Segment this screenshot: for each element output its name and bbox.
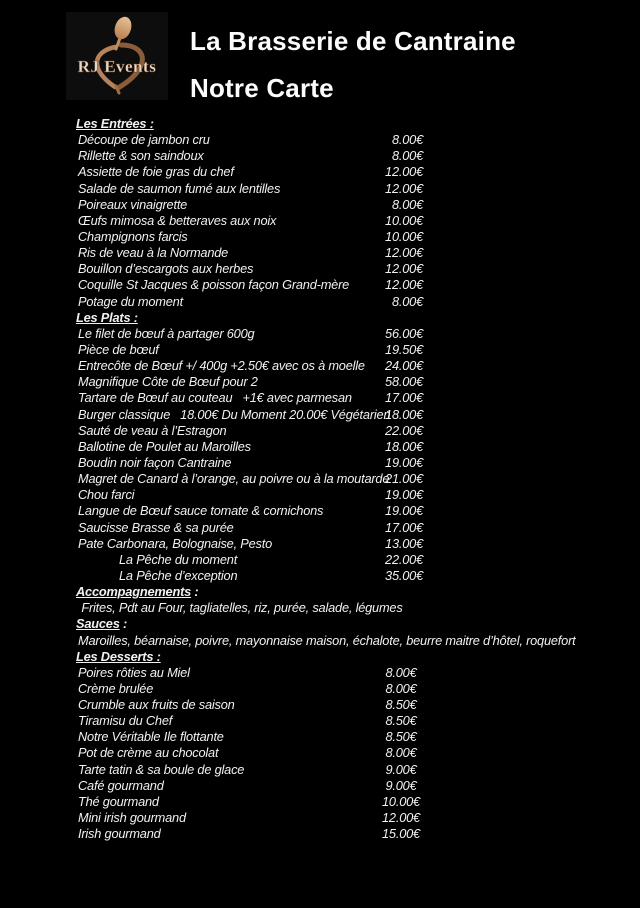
menu-item-name: Café gourmand bbox=[78, 777, 164, 793]
menu-item-price: 19.00€ bbox=[385, 503, 423, 519]
menu-item-name: Tartare de Bœuf au couteau +1€ avec parmesan bbox=[78, 390, 352, 406]
menu-item-name: Mini irish gourmand bbox=[78, 810, 186, 826]
menu-item-name: Salade de saumon fumé aux lentilles bbox=[78, 180, 281, 196]
menu-item-name: Magret de Canard à l’orange, au poivre ou à la moutarde bbox=[78, 471, 390, 487]
menu-item-row bbox=[76, 826, 616, 842]
menu-item-price: 8.50€ bbox=[385, 729, 417, 745]
spoon-fork-heart-icon bbox=[66, 12, 168, 100]
menu-item-price: 8.00€ bbox=[385, 680, 417, 696]
menu-item-price: 9.00€ bbox=[385, 777, 417, 793]
section-header-entrees bbox=[76, 116, 616, 132]
menu-item-price: 56.00€ bbox=[385, 325, 423, 341]
menu-item-row bbox=[76, 342, 616, 358]
menu-item-name: Saucisse Brasse & sa purée bbox=[78, 519, 234, 535]
menu-item-price: 19.00€ bbox=[385, 487, 423, 503]
section-label-colon: : bbox=[119, 616, 128, 632]
menu-item-row bbox=[76, 745, 616, 761]
menu-item-name: Crème brulée bbox=[78, 680, 154, 696]
menu-item-name: Langue de Bœuf sauce tomate & cornichons bbox=[78, 503, 324, 519]
menu-item-name: Entrecôte de Bœuf +/ 400g +2.50€ avec os à moelle bbox=[78, 358, 365, 374]
section-label: Les Entrées : bbox=[76, 116, 154, 131]
section-header-accompagnements bbox=[76, 584, 616, 600]
menu-item-price: 15.00€ bbox=[382, 826, 420, 842]
menu-item-name: Pièce de bœuf bbox=[78, 341, 159, 357]
menu-item-price: 21.00€ bbox=[385, 471, 423, 487]
menu-item-price: 17.00€ bbox=[385, 390, 423, 406]
rj-events-logo bbox=[66, 12, 168, 100]
menu-body bbox=[76, 116, 616, 842]
menu-item-name: Tiramisu du Chef bbox=[78, 713, 173, 729]
menu-item-row bbox=[76, 729, 616, 745]
menu-item-name: Magnifique Côte de Bœuf pour 2 bbox=[78, 374, 258, 390]
section-header-plats bbox=[76, 310, 616, 326]
menu-item-row bbox=[76, 713, 616, 729]
menu-item-row bbox=[76, 197, 616, 213]
menu-item-price: 8.00€ bbox=[391, 196, 423, 212]
menu-item-row bbox=[76, 471, 616, 487]
menu-item-row bbox=[76, 407, 616, 423]
menu-item-name: Œufs mimosa & betteraves aux noix bbox=[78, 212, 277, 228]
menu-item-name: Bouillon d’escargots aux herbes bbox=[78, 261, 254, 277]
menu-item-name: Assiette de foie gras du chef bbox=[78, 164, 234, 180]
menu-item-name: Pot de crème au chocolat bbox=[78, 745, 219, 761]
menu-item-price: 22.00€ bbox=[385, 422, 423, 438]
menu-item-name: Sauté de veau à l’Estragon bbox=[78, 422, 227, 438]
menu-item-row bbox=[76, 277, 616, 293]
menu-item-price: 8.00€ bbox=[385, 745, 417, 761]
menu-item-row bbox=[76, 810, 616, 826]
menu-item-price: 12.00€ bbox=[385, 261, 423, 277]
menu-item-row bbox=[76, 665, 616, 681]
menu-item-row bbox=[76, 229, 616, 245]
menu-item-price: 10.00€ bbox=[385, 212, 423, 228]
menu-item-price: 8.00€ bbox=[391, 293, 423, 309]
menu-item-row bbox=[76, 552, 616, 568]
menu-item-row bbox=[76, 245, 616, 261]
menu-item-price: 12.00€ bbox=[385, 180, 423, 196]
menu-item-name: Burger classique 18.00€ Du Moment 20.00€ Végétarien bbox=[78, 406, 391, 422]
menu-item-price: 12.00€ bbox=[385, 164, 423, 180]
menu-item-row bbox=[76, 794, 616, 810]
menu-item-row bbox=[76, 439, 616, 455]
section-header-sauces bbox=[76, 616, 616, 632]
page-title: La Brasserie de Cantraine bbox=[190, 26, 516, 56]
menu-item-row bbox=[76, 358, 616, 374]
menu-item-price: 13.00€ bbox=[385, 535, 423, 551]
menu-item-row bbox=[76, 762, 616, 778]
menu-item-row bbox=[76, 520, 616, 536]
menu-item-row bbox=[76, 148, 616, 164]
menu-item-price: 12.00€ bbox=[385, 245, 423, 261]
section-note-sauces: Maroilles, béarnaise, poivre, mayonnaise maison, échalote, beurre maitre d’hôtel, roquefort bbox=[78, 632, 576, 648]
menu-item-price: 10.00€ bbox=[382, 793, 420, 809]
section-header-desserts bbox=[76, 649, 616, 665]
menu-item-row bbox=[76, 132, 616, 148]
section-label-colon: : bbox=[191, 584, 199, 600]
menu-item-price: 19.50€ bbox=[385, 341, 423, 357]
menu-item-row bbox=[76, 681, 616, 697]
menu-item-row bbox=[76, 164, 616, 180]
menu-item-name: Chou farci bbox=[78, 487, 135, 503]
menu-item-row bbox=[76, 261, 616, 277]
menu-item-row bbox=[76, 213, 616, 229]
menu-item-price: 19.00€ bbox=[385, 454, 423, 470]
section-label: Sauces bbox=[76, 616, 120, 632]
section-label: Les Desserts : bbox=[76, 648, 161, 664]
menu-item-name: Ris de veau à la Normande bbox=[78, 245, 229, 261]
menu-item-row bbox=[76, 568, 616, 584]
menu-item-price: 9.00€ bbox=[385, 761, 417, 777]
menu-item-name: Coquille St Jacques & poisson façon Grand-mère bbox=[78, 277, 350, 293]
menu-item-price: 17.00€ bbox=[385, 519, 423, 535]
menu-item-name: Thé gourmand bbox=[78, 793, 159, 809]
menu-item-row bbox=[76, 697, 616, 713]
menu-item-row bbox=[76, 455, 616, 471]
menu-item-row bbox=[76, 374, 616, 390]
menu-item-name: Tarte tatin & sa boule de glace bbox=[78, 761, 245, 777]
menu-item-name: Poires rôties au Miel bbox=[78, 664, 190, 680]
menu-item-name: Ballotine de Poulet au Maroilles bbox=[78, 438, 251, 454]
menu-item-price: 18.00€ bbox=[385, 438, 423, 454]
menu-item-price: 10.00€ bbox=[385, 228, 423, 244]
menu-item-name: Irish gourmand bbox=[78, 826, 161, 842]
menu-item-price: 8.50€ bbox=[385, 713, 417, 729]
section-note-accompagnements: Frites, Pdt au Four, tagliatelles, riz, purée, salade, légumes bbox=[78, 600, 403, 616]
menu-item-name: Notre Véritable Ile flottante bbox=[78, 729, 224, 745]
menu-item-row bbox=[76, 423, 616, 439]
menu-item-price: 8.00€ bbox=[391, 132, 423, 148]
menu-item-name: Poireaux vinaigrette bbox=[78, 196, 188, 212]
menu-item-price: 58.00€ bbox=[385, 374, 423, 390]
menu-item-row bbox=[76, 326, 616, 342]
menu-item-price: 24.00€ bbox=[385, 358, 423, 374]
menu-item-name: Potage du moment bbox=[78, 293, 183, 309]
menu-item-row bbox=[76, 536, 616, 552]
menu-item-price: 8.00€ bbox=[391, 148, 423, 164]
menu-item-price: 18.00€ bbox=[385, 406, 423, 422]
section-label: Les Plats : bbox=[76, 309, 138, 325]
logo-text: RJ Events bbox=[77, 57, 157, 76]
page-subtitle: Notre Carte bbox=[190, 73, 334, 103]
menu-item-price: 35.00€ bbox=[385, 567, 423, 583]
menu-item-name: Le filet de bœuf à partager 600g bbox=[78, 325, 255, 341]
menu-item-price: 22.00€ bbox=[385, 551, 423, 567]
menu-item-name: Pate Carbonara, Bolognaise, Pesto bbox=[78, 535, 273, 551]
menu-item-row bbox=[76, 181, 616, 197]
menu-item-name: Crumble aux fruits de saison bbox=[78, 697, 235, 713]
menu-item-row bbox=[76, 294, 616, 310]
menu-item-name: Découpe de jambon cru bbox=[78, 132, 210, 148]
menu-item-name: La Pêche du moment bbox=[119, 551, 238, 567]
menu-item-price: 8.00€ bbox=[385, 664, 417, 680]
menu-item-row bbox=[76, 487, 616, 503]
menu-item-row bbox=[76, 503, 616, 519]
menu-item-row bbox=[76, 778, 616, 794]
menu-item-price: 12.00€ bbox=[382, 810, 420, 826]
section-label: Accompagnements bbox=[76, 584, 192, 600]
menu-item-price: 8.50€ bbox=[385, 697, 417, 713]
menu-item-price: 12.00€ bbox=[385, 277, 423, 293]
menu-item-row bbox=[76, 390, 616, 406]
header-titles bbox=[190, 18, 516, 112]
menu-item-name: Rillette & son saindoux bbox=[78, 148, 204, 164]
menu-item-name: Champignons farcis bbox=[78, 228, 188, 244]
menu-item-name: La Pêche d’exception bbox=[119, 567, 238, 583]
menu-item-name: Boudin noir façon Cantraine bbox=[78, 454, 232, 470]
